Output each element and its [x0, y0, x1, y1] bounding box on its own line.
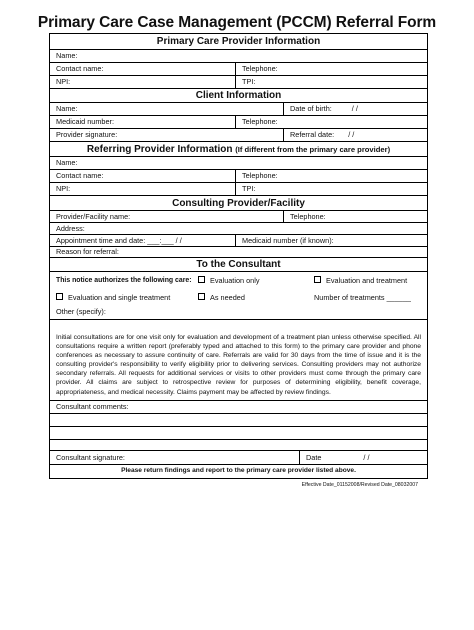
- client-medicaid-label[interactable]: Medicaid number:: [56, 117, 114, 126]
- section-header-to-consultant: To the Consultant: [50, 258, 427, 272]
- consulting-reason-label[interactable]: Reason for referral:: [56, 247, 119, 256]
- consultant-date-label[interactable]: Date / /: [299, 451, 370, 464]
- consultant-comments-label[interactable]: Consultant comments:: [56, 402, 129, 411]
- consulting-telephone-label[interactable]: Telephone:: [283, 211, 326, 222]
- referring-telephone-label[interactable]: Telephone:: [235, 170, 278, 182]
- evaluation-single-checkbox[interactable]: [56, 293, 63, 300]
- spacer: [50, 320, 427, 330]
- referring-name-label[interactable]: Name:: [56, 158, 78, 167]
- pcp-contact-label[interactable]: Contact name:: [56, 64, 104, 73]
- consultation-terms-paragraph: Initial consultations are for one visit only for evaluation and development of a treatment plan unless otherwise specified. All consultations require a written report (preferably typed and attached to this form) to the primary care provider and phone conferences as necessary to assure continuity of care. Referrals are valid for 30 days from the time of issue and it is the consulting provider's responsibility to verify eligibility prior to delivering services. Consulting providers may not authorize secondary referrals. All requests for additional services or visits to other providers must come through the primary care provider. All claims are subject to retrospective review for purposes of determining eligibility, benefit coverage, appropriateness, and medical necessity. Claims payment may be affected by review findings.: [50, 330, 427, 401]
- form-title: Primary Care Case Management (PCCM) Referral Form: [37, 14, 437, 31]
- client-signature-label[interactable]: Provider signature:: [56, 130, 118, 139]
- section-header-pcp: Primary Care Provider Information: [50, 34, 427, 50]
- comments-line-1[interactable]: [50, 414, 427, 427]
- referring-tpi-label[interactable]: TPI:: [235, 183, 255, 195]
- as-needed-option[interactable]: As needed: [192, 292, 245, 330]
- evaluation-treatment-checkbox[interactable]: [314, 276, 321, 283]
- referral-form: [49, 33, 428, 479]
- care-notice-label: This notice authorizes the following care:: [56, 277, 192, 284]
- other-specify-label[interactable]: Other (specify):: [56, 307, 106, 316]
- evaluation-single-option[interactable]: Evaluation and single treatment: [50, 292, 170, 330]
- referring-npi-label[interactable]: NPI:: [56, 184, 71, 193]
- pcp-name-row[interactable]: [50, 50, 427, 63]
- pcp-tpi-label[interactable]: TPI:: [235, 76, 255, 88]
- consulting-medicaid-label[interactable]: Medicaid number (if known):: [235, 235, 334, 246]
- section-header-referring: Referring Provider Information (If different from the primary care provider): [50, 142, 427, 157]
- referring-contact-label[interactable]: Contact name:: [56, 171, 104, 180]
- consulting-appt-label[interactable]: Appointment time and date: ___:___ / /: [56, 236, 182, 245]
- pcp-name-label: Name:: [56, 51, 78, 60]
- number-of-treatments-field[interactable]: Number of treatments ______: [314, 293, 411, 302]
- as-needed-checkbox[interactable]: [198, 293, 205, 300]
- comments-line-2[interactable]: [50, 427, 427, 440]
- pcp-telephone-label[interactable]: Telephone:: [235, 63, 278, 75]
- section-header-consulting: Consulting Provider/Facility: [50, 196, 427, 211]
- comments-line-3[interactable]: [50, 440, 427, 451]
- client-dob-label[interactable]: Date of birth: / /: [283, 103, 358, 115]
- consulting-address-label[interactable]: Address:: [56, 224, 85, 233]
- consultant-signature-label[interactable]: Consultant signature:: [56, 453, 125, 462]
- evaluation-only-checkbox[interactable]: [198, 276, 205, 283]
- pcp-npi-label[interactable]: NPI:: [56, 77, 71, 86]
- section-header-client: Client Information: [50, 89, 427, 103]
- client-name-label[interactable]: Name:: [56, 104, 78, 113]
- evaluation-treatment-option[interactable]: Evaluation and treatment: [308, 275, 407, 330]
- client-telephone-label[interactable]: Telephone:: [235, 116, 278, 128]
- client-referral-date-label[interactable]: Referral date: / /: [283, 129, 354, 141]
- referring-note: (If different from the primary care provider): [235, 145, 391, 154]
- consulting-facility-label[interactable]: Provider/Facility name:: [56, 212, 131, 221]
- evaluation-only-option[interactable]: Evaluation only: [192, 275, 260, 330]
- return-findings-note: Please return findings and report to the primary care provider listed above.: [121, 467, 356, 474]
- revision-footer: Effective Date_01152008/Revised Date_08032007: [301, 482, 418, 488]
